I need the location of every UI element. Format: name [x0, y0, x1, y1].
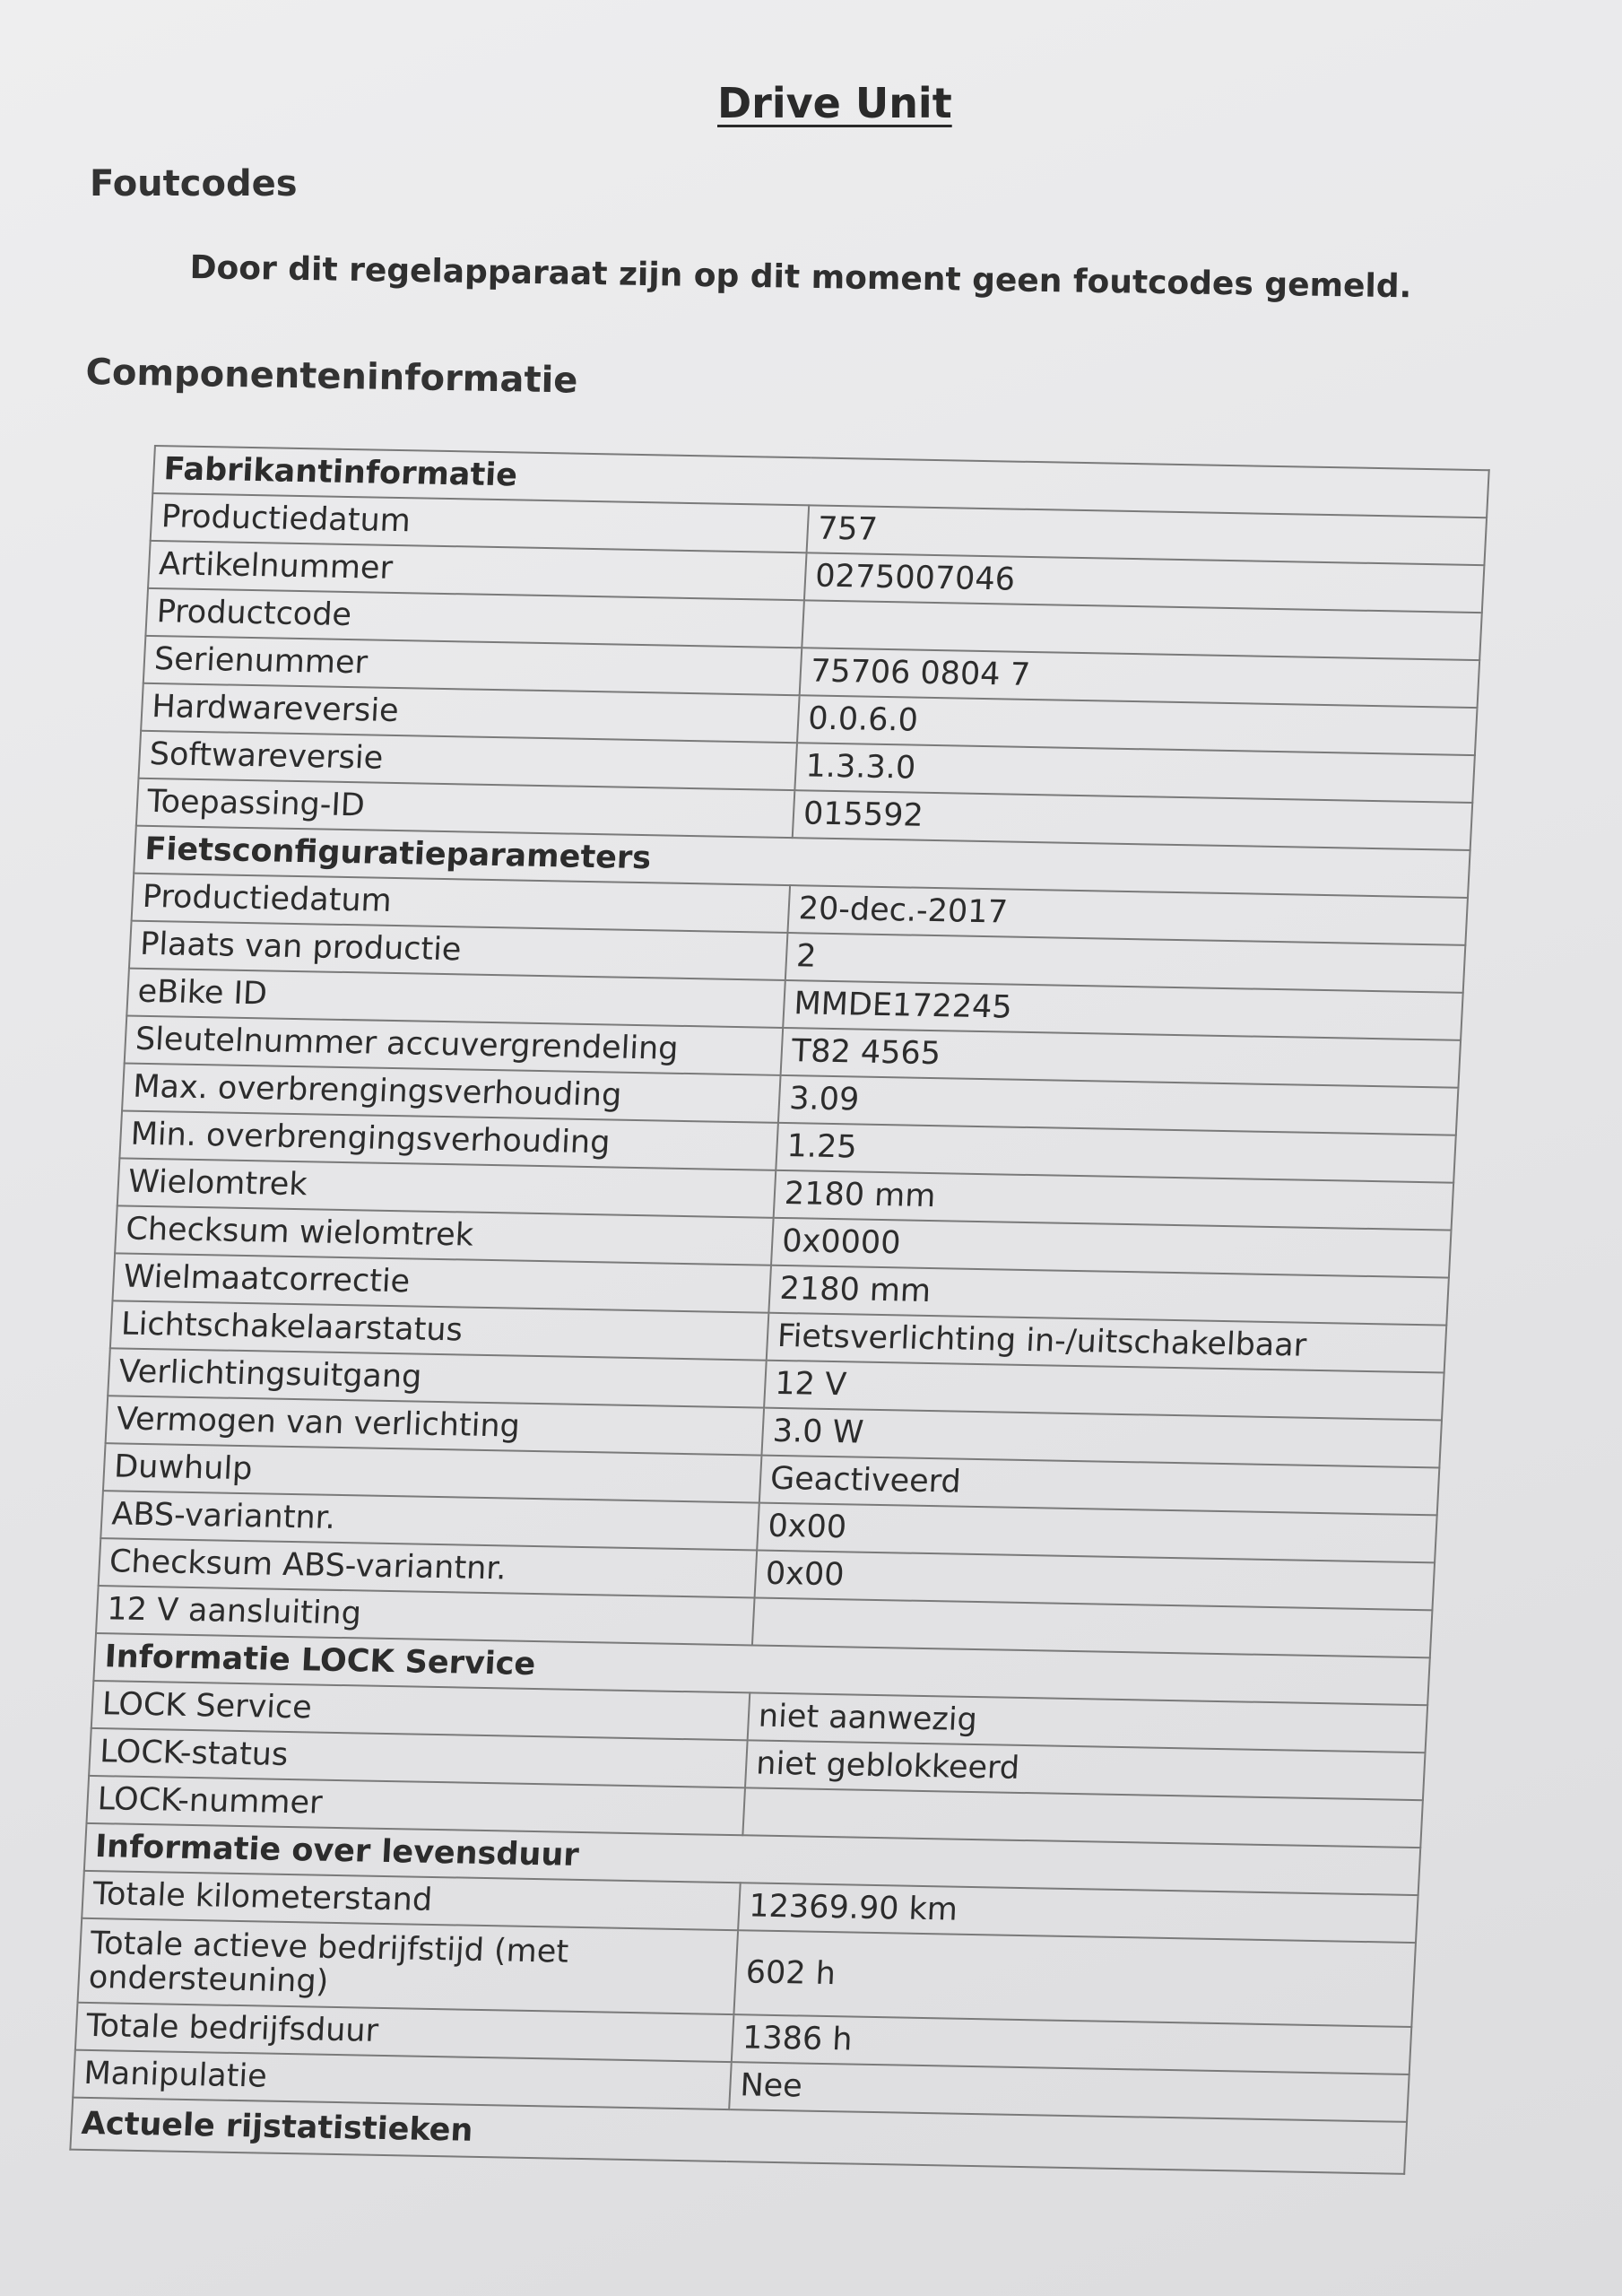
row-label: LOCK Service [91, 1681, 750, 1740]
row-value: 3.09 [778, 1075, 1459, 1135]
row-value: 3.0 W [761, 1408, 1442, 1468]
row-label: LOCK-status [89, 1728, 748, 1787]
foutcodes-heading: Foutcodes [90, 163, 298, 204]
row-label: Productcode [145, 588, 804, 648]
row-label: Lichtschakelaarstatus [110, 1300, 769, 1360]
row-label: Totale kilometerstand [82, 1871, 741, 1930]
row-label: Checksum ABS-variantnr. [99, 1538, 758, 1597]
component-table-wrapper [69, 445, 1489, 2175]
row-value: niet aanwezig [748, 1692, 1428, 1752]
row-label: Softwareversie [138, 731, 797, 790]
row-value: niet geblokkeerd [745, 1740, 1426, 1800]
section-title: Fietsconfiguratieparameters [134, 826, 1470, 898]
row-value: 1.3.3.0 [794, 743, 1475, 803]
row-value: T82 4565 [781, 1028, 1462, 1088]
row-value: Nee [729, 2062, 1409, 2122]
row-label: Duwhulp [103, 1443, 762, 1502]
row-value: 1.25 [776, 1123, 1456, 1183]
row-label: Artikelnummer [148, 541, 807, 600]
foutcodes-message: Door dit regelapparaat zijn op dit moment geen foutcodes gemeld. [189, 249, 1412, 306]
row-value: 12369.90 km [738, 1883, 1418, 1943]
row-label: Min. overbrengingsverhouding [119, 1110, 778, 1170]
section-title: Informatie over levensduur [84, 1823, 1420, 1895]
row-value: 12 V [764, 1361, 1444, 1421]
row-value: 0x00 [755, 1551, 1436, 1611]
row-value: 2180 mm [774, 1170, 1454, 1231]
row-value: 1386 h [732, 2014, 1412, 2074]
row-value: 20-dec.-2017 [787, 885, 1468, 945]
page-title: Drive Unit [717, 79, 952, 127]
row-label: Max. overbrengingsverhouding [122, 1064, 781, 1123]
row-value: 0275007046 [804, 552, 1485, 613]
section-title: Fabrikantinformatie [152, 446, 1488, 517]
row-label: Sleutelnummer accuvergrendeling [125, 1016, 784, 1075]
section-title: Actuele rijstatistieken [70, 2098, 1407, 2174]
row-value: Geactiveerd [759, 1456, 1440, 1516]
row-label: Toepassing-ID [136, 778, 795, 838]
row-value: Fietsverlichting in-/uitschakelbaar [767, 1313, 1447, 1373]
row-value: 0x0000 [771, 1218, 1452, 1278]
row-label: Verlichtingsuitgang [108, 1348, 767, 1407]
row-value: 757 [807, 505, 1488, 565]
row-label: Vermogen van verlichting [106, 1396, 765, 1455]
row-label: ABS-variantnr. [100, 1491, 759, 1550]
section-title: Informatie LOCK Service [93, 1633, 1429, 1705]
row-label: 12 V aansluiting [96, 1586, 755, 1645]
row-label: Wielmaatcorrectie [112, 1253, 771, 1312]
row-label: Checksum wielomtrek [115, 1205, 774, 1265]
row-value: 015592 [793, 790, 1473, 850]
row-value: 2180 mm [768, 1265, 1449, 1326]
row-label: Serienummer [143, 636, 802, 695]
row-label: Totale actieve bedrijfstijd (met ondersteuning) [78, 1918, 739, 2014]
row-label: Hardwareversie [141, 683, 800, 743]
row-label: Wielomtrek [117, 1158, 776, 1217]
row-value: 0x00 [757, 1503, 1437, 1563]
row-value: 602 h [733, 1930, 1416, 2027]
component-info-table [69, 445, 1489, 2175]
row-label: LOCK-nummer [86, 1776, 745, 1835]
row-label: Manipulatie [73, 2050, 732, 2109]
row-label: Plaats van productie [129, 921, 788, 980]
row-value: 75706 0804 7 [800, 648, 1480, 708]
row-label: Totale bedrijfsduur [75, 2003, 734, 2062]
row-value: 0.0.6.0 [797, 695, 1478, 755]
row-label: Productiedatum [151, 493, 810, 552]
row-value: 2 [785, 933, 1466, 993]
row-label: Productiedatum [132, 874, 791, 933]
componenten-heading: Componenteninformatie [85, 352, 578, 402]
row-value: MMDE172245 [783, 980, 1463, 1040]
row-label: eBike ID [126, 969, 785, 1028]
